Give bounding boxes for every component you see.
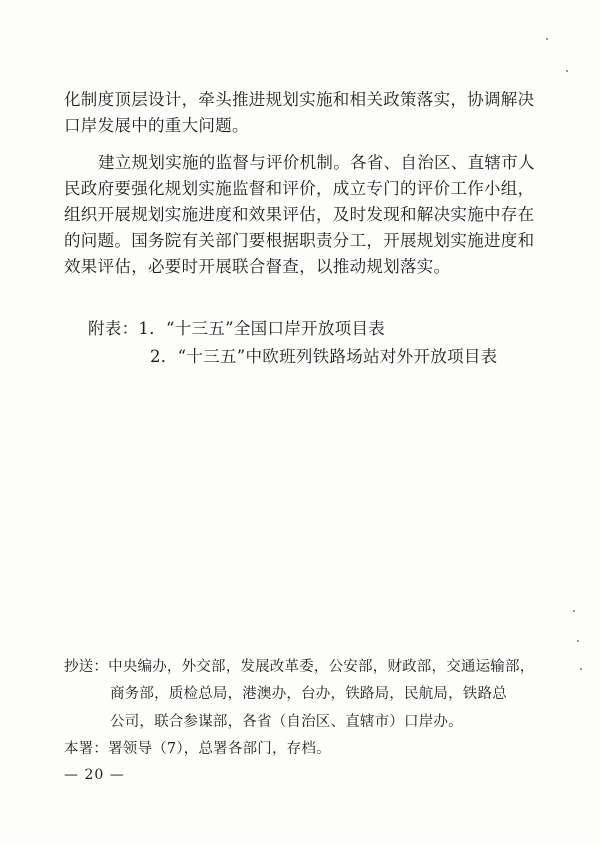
scan-speck xyxy=(566,70,568,72)
page-number: — 20 — xyxy=(64,767,125,783)
cc-line-3: 公司，联合参谋部，各省（自治区、直辖市）口岸办。 xyxy=(110,714,463,730)
scan-speck xyxy=(546,38,548,40)
attachment-line-1: 附表：1．“十三五”全国口岸开放项目表 xyxy=(88,319,386,338)
cc-line-4: 本署：署领导（7），总署各部门，存档。 xyxy=(64,741,331,757)
cc-line-2: 商务部，质检总局，港澳办，台办，铁路局，民航局，铁路总 xyxy=(110,686,507,702)
cc-line-1: 抄送：中央编办，外交部，发展改革委，公安部，财政部，交通运输部， xyxy=(64,659,535,675)
attachment-line-2: 2．“十三五”中欧班列铁路场站对外开放项目表 xyxy=(150,347,498,366)
body-line-5: 组织开展规划实施进度和效果评估，及时发现和解决实施中存在 xyxy=(64,205,535,224)
scan-speck xyxy=(573,610,575,612)
body-line-6: 的问题。国务院有关部门要根据职责分工，开展规划实施进度和 xyxy=(64,231,535,250)
body-line-1: 化制度顶层设计，牵头推进规划实施和相关政策落实，协调解决 xyxy=(64,90,535,109)
body-line-2: 口岸发展中的重大问题。 xyxy=(64,116,249,135)
scan-speck xyxy=(580,668,582,670)
body-line-3: 建立规划实施的监督与评价机制。各省、自治区、直辖市人 xyxy=(98,153,535,172)
body-line-7: 效果评估，必要时开展联合督查，以推动规划落实。 xyxy=(64,257,451,276)
scan-speck xyxy=(577,640,579,642)
body-line-4: 民政府要强化规划实施监督和评价，成立专门的评价工作小组， xyxy=(64,179,535,198)
